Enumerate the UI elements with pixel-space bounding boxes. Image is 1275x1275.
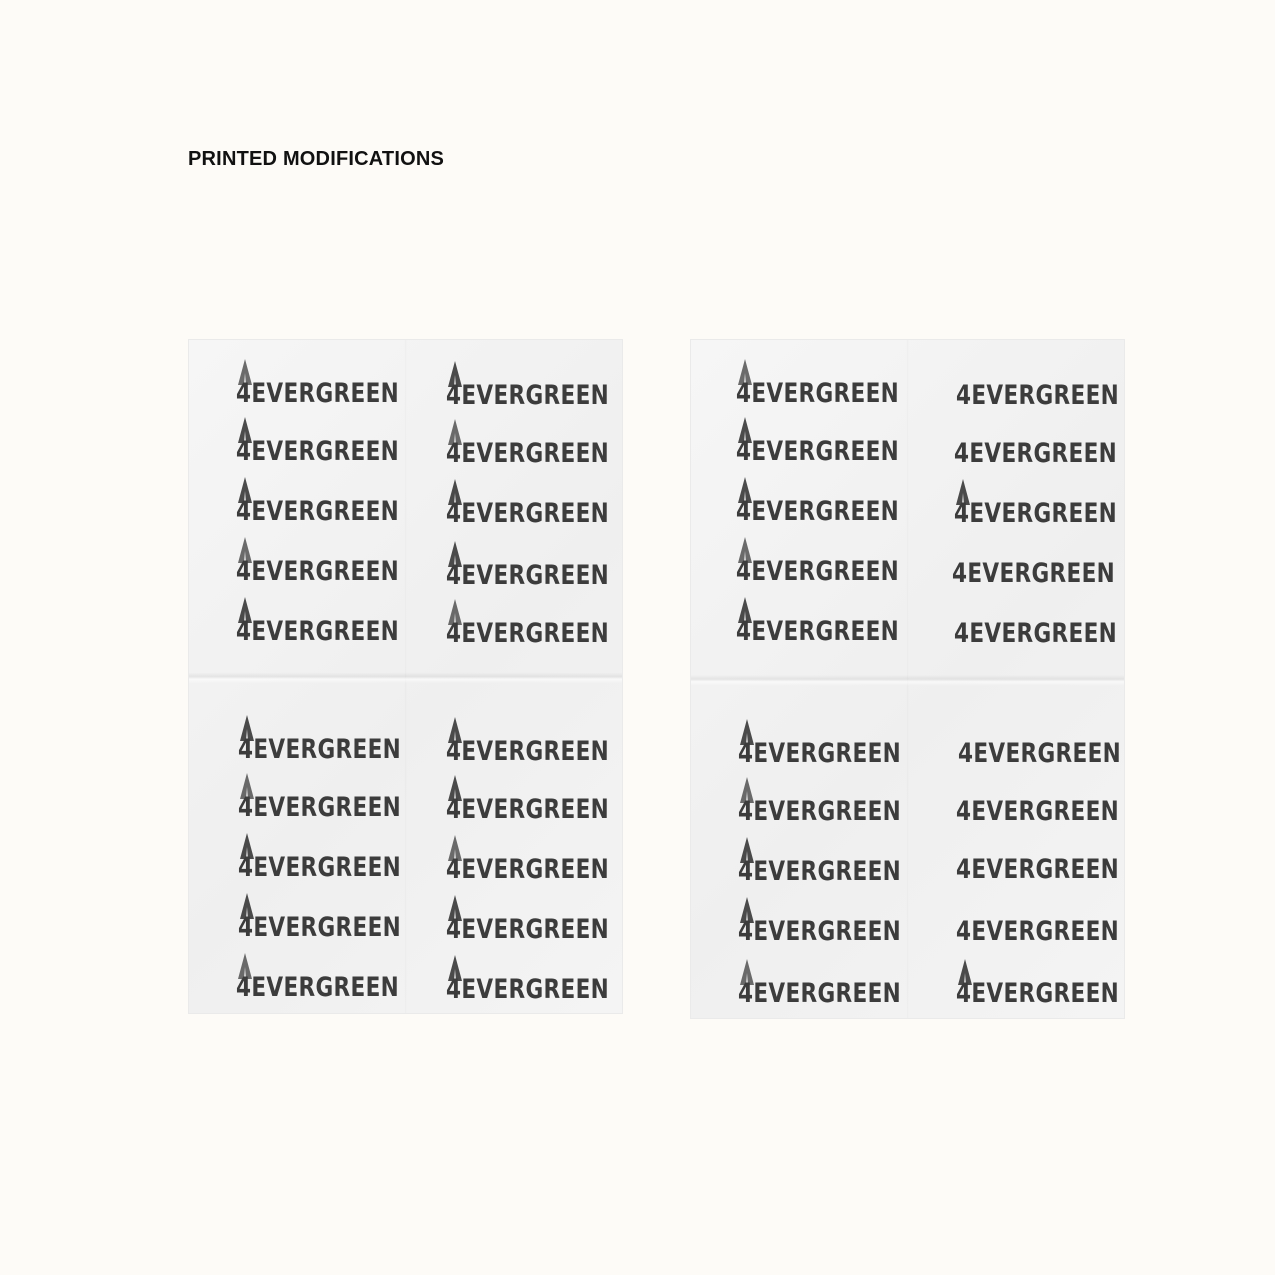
logo-wordmark: 4EVERGREEN xyxy=(958,738,1122,769)
logo-4evergreen xyxy=(952,539,1156,587)
logo-wordmark: 4EVERGREEN xyxy=(236,496,400,527)
logo-wordmark: 4EVERGREEN xyxy=(738,978,902,1009)
logo-wordmark: 4EVERGREEN xyxy=(738,738,902,769)
logo-wordmark: 4EVERGREEN xyxy=(236,556,400,587)
logo-4evergreen xyxy=(956,835,1160,883)
logo-4evergreen xyxy=(958,719,1162,767)
logo-wordmark: 4EVERGREEN xyxy=(446,438,610,469)
logo-4evergreen xyxy=(446,599,650,647)
logo-wordmark: 4EVERGREEN xyxy=(956,380,1120,411)
logo-4evergreen xyxy=(238,773,442,821)
page-title: PRINTED MODIFICATIONS xyxy=(188,148,445,170)
logo-4evergreen xyxy=(446,955,650,1003)
logo-4evergreen xyxy=(736,417,940,465)
printed-sheet-left xyxy=(188,339,623,1014)
logo-wordmark: 4EVERGREEN xyxy=(736,556,900,587)
logo-wordmark: 4EVERGREEN xyxy=(446,560,610,591)
logo-4evergreen xyxy=(954,479,1158,527)
logo-wordmark: 4EVERGREEN xyxy=(954,618,1118,649)
logo-wordmark: 4EVERGREEN xyxy=(446,498,610,529)
logo-4evergreen xyxy=(236,953,440,1001)
logo-4evergreen xyxy=(238,893,442,941)
logo-4evergreen xyxy=(954,419,1158,467)
logo-4evergreen xyxy=(736,477,940,525)
logo-wordmark: 4EVERGREEN xyxy=(236,972,400,1003)
logo-4evergreen xyxy=(738,719,942,767)
logo-4evergreen xyxy=(954,599,1158,647)
logo-4evergreen xyxy=(446,895,650,943)
logo-wordmark: 4EVERGREEN xyxy=(956,978,1120,1009)
logo-4evergreen xyxy=(446,775,650,823)
logo-wordmark: 4EVERGREEN xyxy=(446,974,610,1005)
printed-sheet-right xyxy=(690,339,1125,1019)
logo-wordmark: 4EVERGREEN xyxy=(956,916,1120,947)
logo-wordmark: 4EVERGREEN xyxy=(236,616,400,647)
logo-wordmark: 4EVERGREEN xyxy=(954,498,1118,529)
logo-wordmark: 4EVERGREEN xyxy=(446,914,610,945)
logo-4evergreen xyxy=(736,537,940,585)
logo-4evergreen xyxy=(738,959,942,1007)
logo-wordmark: 4EVERGREEN xyxy=(738,796,902,827)
logo-wordmark: 4EVERGREEN xyxy=(238,792,402,823)
logo-wordmark: 4EVERGREEN xyxy=(446,854,610,885)
logo-wordmark: 4EVERGREEN xyxy=(738,916,902,947)
logo-4evergreen xyxy=(446,835,650,883)
logo-wordmark: 4EVERGREEN xyxy=(238,734,402,765)
logo-wordmark: 4EVERGREEN xyxy=(952,558,1116,589)
logo-4evergreen xyxy=(956,897,1160,945)
logo-wordmark: 4EVERGREEN xyxy=(446,736,610,767)
logo-wordmark: 4EVERGREEN xyxy=(956,854,1120,885)
logo-4evergreen xyxy=(236,537,440,585)
logo-wordmark: 4EVERGREEN xyxy=(238,852,402,883)
logo-wordmark: 4EVERGREEN xyxy=(736,616,900,647)
logo-wordmark: 4EVERGREEN xyxy=(736,378,900,409)
logo-wordmark: 4EVERGREEN xyxy=(238,912,402,943)
logo-wordmark: 4EVERGREEN xyxy=(954,438,1118,469)
logo-4evergreen xyxy=(738,837,942,885)
logo-4evergreen xyxy=(446,717,650,765)
logo-4evergreen xyxy=(956,777,1160,825)
logo-4evergreen xyxy=(956,361,1160,409)
logo-wordmark: 4EVERGREEN xyxy=(236,436,400,467)
logo-wordmark: 4EVERGREEN xyxy=(446,794,610,825)
logo-wordmark: 4EVERGREEN xyxy=(736,496,900,527)
logo-4evergreen xyxy=(738,897,942,945)
logo-4evergreen xyxy=(738,777,942,825)
logo-4evergreen xyxy=(736,359,940,407)
logo-wordmark: 4EVERGREEN xyxy=(738,856,902,887)
logo-wordmark: 4EVERGREEN xyxy=(736,436,900,467)
logo-4evergreen xyxy=(446,361,650,409)
logo-4evergreen xyxy=(956,959,1160,1007)
logo-4evergreen xyxy=(236,359,440,407)
logo-4evergreen xyxy=(446,479,650,527)
logo-wordmark: 4EVERGREEN xyxy=(236,378,400,409)
logo-4evergreen xyxy=(446,419,650,467)
logo-4evergreen xyxy=(236,477,440,525)
logo-wordmark: 4EVERGREEN xyxy=(446,380,610,411)
logo-4evergreen xyxy=(238,715,442,763)
logo-4evergreen xyxy=(446,541,650,589)
logo-4evergreen xyxy=(236,417,440,465)
logo-wordmark: 4EVERGREEN xyxy=(446,618,610,649)
logo-wordmark: 4EVERGREEN xyxy=(956,796,1120,827)
logo-4evergreen xyxy=(238,833,442,881)
logo-4evergreen xyxy=(236,597,440,645)
logo-4evergreen xyxy=(736,597,940,645)
